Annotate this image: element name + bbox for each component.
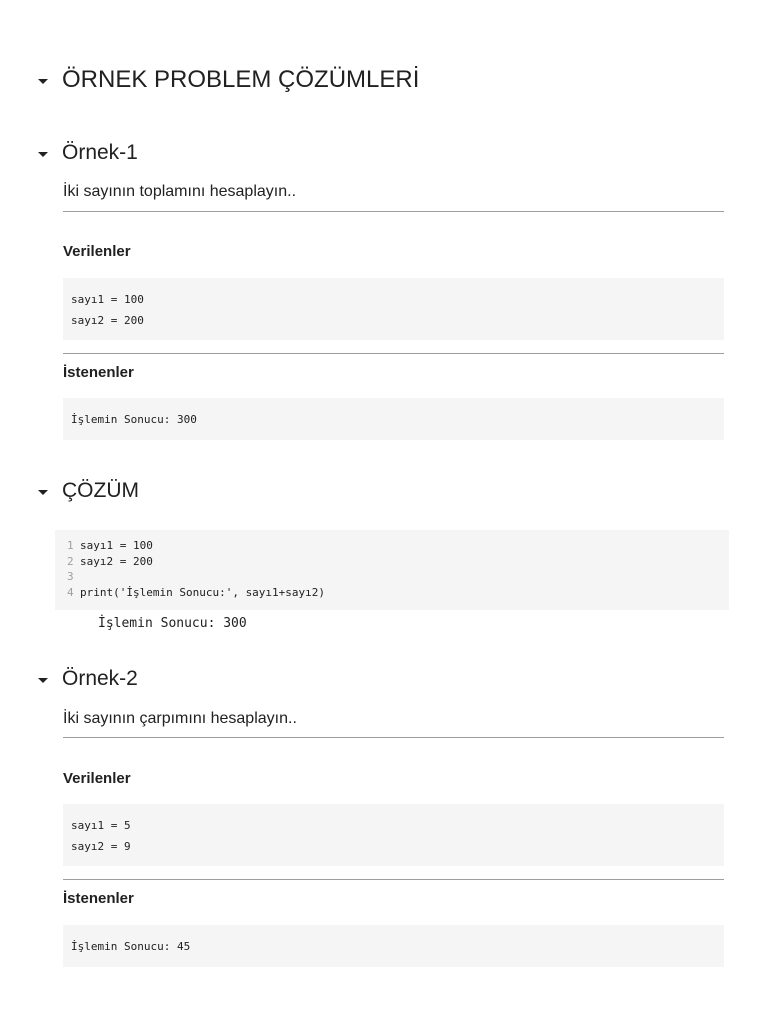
example1-heading-text: Örnek-1: [62, 141, 138, 164]
code-line: İşlemin Sonucu: 300: [71, 413, 197, 426]
code-cell[interactable]: [55, 530, 729, 610]
example1-given-code: [63, 278, 724, 340]
solution-heading: [38, 479, 139, 503]
solution-heading-text: ÇÖZÜM: [62, 479, 139, 502]
cell-output: İşlemin Sonucu: 300: [98, 616, 247, 631]
collapse-caret-icon[interactable]: [38, 152, 48, 157]
collapse-caret-icon[interactable]: [38, 79, 48, 84]
code-line: sayı1 = 5: [71, 819, 131, 832]
code-text: sayı1 = 100: [80, 539, 153, 552]
code-row: [67, 538, 717, 554]
divider: [63, 879, 724, 880]
line-number: 3: [67, 570, 74, 583]
example1-requested-code: [63, 398, 724, 440]
example2-given-code: [63, 804, 724, 866]
example2-requested-code: [63, 925, 724, 967]
code-line: İşlemin Sonucu: 45: [71, 940, 191, 953]
divider: [63, 211, 724, 212]
example2-requested-title: İstenenler: [63, 890, 134, 907]
collapse-caret-icon[interactable]: [38, 490, 48, 495]
example1-heading: [38, 141, 138, 165]
main-heading: [38, 66, 419, 94]
main-heading-text: ÖRNEK PROBLEM ÇÖZÜMLERİ: [62, 66, 420, 93]
code-line: sayı2 = 200: [71, 314, 144, 327]
line-number: 2: [67, 554, 74, 568]
line-number: 4: [67, 585, 74, 599]
code-row: [67, 554, 717, 570]
divider: [63, 737, 724, 738]
example2-heading: [38, 667, 138, 691]
code-text: sayı2 = 200: [80, 554, 153, 568]
example1-given-title: Verilenler: [63, 243, 131, 260]
code-line: sayı2 = 9: [71, 840, 131, 853]
code-text: print('İşlemin Sonucu:', sayı1+sayı2): [80, 585, 326, 599]
example2-heading-text: Örnek-2: [62, 667, 138, 690]
example2-given-title: Verilenler: [63, 770, 131, 787]
divider: [63, 353, 724, 354]
example2-description: İki sayının çarpımını hesaplayın..: [63, 710, 297, 727]
code-row: [67, 569, 717, 585]
collapse-caret-icon[interactable]: [38, 678, 48, 683]
line-number: 1: [67, 539, 74, 552]
example1-description: İki sayının toplamını hesaplayın..: [63, 183, 297, 200]
code-line: sayı1 = 100: [71, 293, 144, 306]
code-row: [67, 585, 717, 601]
example1-requested-title: İstenenler: [63, 364, 134, 381]
